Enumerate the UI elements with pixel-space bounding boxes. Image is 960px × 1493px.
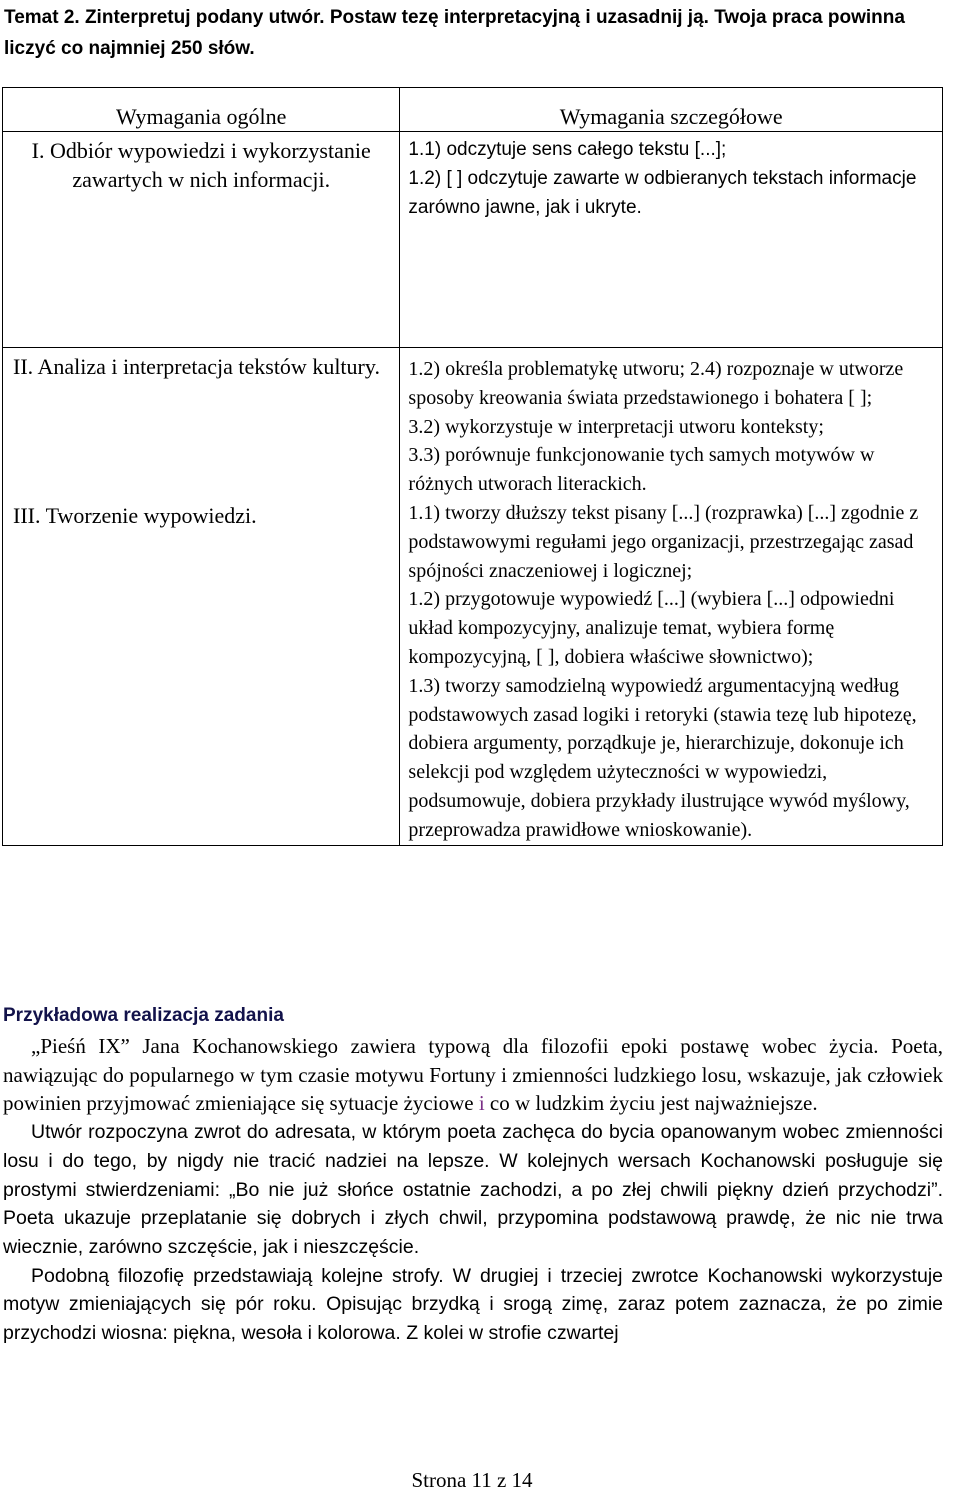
detailed-requirement: 1.2) określa problematykę utworu; 2.4) rozpoznaje w utworze sposoby kreowania świata przedstawionego i bohatera [ ]; bbox=[408, 358, 904, 409]
general-requirement: III. Tworzenie wypowiedzi. bbox=[13, 503, 257, 528]
sample-paragraph: Utwór rozpoczyna zwrot do adresata, w którym poeta zachęca do bycia opanowanym wobec zmienności losu i do tego, by nigdy nie tracić nadziei na lepsze. W kolejnych wersach Kochanowski posługuje się prostymi stwierdzeniami: „Bo nie już słońce ostatnie zachodzi, a po złej chwili piękny dzień przychodzi”. Poeta ukazuje przeplatanie się dobrych i złych chwil, przypomina podstawową prawdę, że nic nie trwa wiecznie, zarówno szczęście, jak i nieszczęście. bbox=[3, 1121, 943, 1258]
sample-paragraph bbox=[3, 1032, 943, 1118]
requirements-table bbox=[2, 87, 943, 846]
general-requirement-cell bbox=[3, 348, 400, 846]
table-header-row bbox=[3, 88, 943, 132]
header-detailed: Wymagania szczegółowe bbox=[400, 88, 943, 132]
general-requirement: I. Odbiór wypowiedzi i wykorzystanie zawartych w nich informacji. bbox=[31, 138, 371, 192]
detailed-requirement: 1.1) tworzy dłuższy tekst pisany [...] (rozprawka) [...] zgodnie z podstawowymi regułami jego organizacji, przestrzegając zasad spójności znaczeniowej i logicznej; bbox=[408, 501, 919, 582]
detailed-requirement-cell bbox=[400, 132, 943, 348]
paragraph-text: co w ludzkim życiu jest najważniejsze. bbox=[484, 1091, 818, 1116]
highlighted-word: i bbox=[478, 1091, 485, 1116]
sample-paragraph: Podobną filozofię przedstawiają kolejne strofy. W drugiej i trzeciej zwrotce Kochanowski wykorzystuje motyw zmieniających się pór roku. Opisując brzydką i srogą zimę, zaraz potem zaznacza, że po zimie przychodzi wiosna: piękna, wesoła i kolorowa. Z kolei w strofie czwartej bbox=[3, 1264, 943, 1345]
detailed-requirement: 1.3) tworzy samodzielną wypowiedź argumentacyjną według podstawowych zasad logiki i retoryki (stawia tezę lub hipotezę, dobiera argumenty, porządkuje je, hierarchizuje, dokonuje ich selekcji pod względem użyteczności w wypowiedzi, podsumowuje, dobiera przykłady ilustrujące wywód myślowy, przeprowadza prawidłowe wnioskowanie). bbox=[408, 674, 917, 841]
task-heading: Temat 2. Zinterpretuj podany utwór. Postaw tezę interpretacyjną i uzasadnij ją. Twoja praca powinna liczyć co najmniej 250 słów. bbox=[4, 7, 905, 59]
table-row bbox=[3, 132, 943, 348]
detailed-requirement: 3.3) porównuje funkcjonowanie tych samych motywów w różnych utworach literackich. bbox=[408, 444, 875, 496]
table-row bbox=[3, 348, 943, 846]
general-requirement-cell bbox=[3, 132, 400, 348]
sample-solution bbox=[3, 999, 943, 1348]
detailed-requirement: 1.1) odczytuje sens całego tekstu [...]; bbox=[408, 139, 727, 160]
detailed-requirement: 1.2) [ ] odczytuje zawarte w odbieranych tekstach informacje zarówno jawne, jak i ukryte. bbox=[408, 168, 917, 218]
page-number: Strona 11 z 14 bbox=[411, 1468, 533, 1492]
header-general: Wymagania ogólne bbox=[3, 88, 400, 132]
detailed-requirement: 3.2) wykorzystuje w interpretacji utworu konteksty; bbox=[408, 415, 824, 438]
paragraph-text: „Pieśń IX” Jana Kochanowskiego zawiera typową dla filozofii epoki postawę wobec życia. Poeta, nawiązując do popularnego w tym czasie motywu Fortuny i zmienności ludzkiego losu, wskazuje, jak człowiek powinien przyjmować zmieniające się sytuacje życiowe bbox=[3, 1034, 943, 1116]
detailed-requirement-cell bbox=[400, 348, 943, 846]
sample-heading: Przykładowa realizacja zadania bbox=[3, 1005, 284, 1026]
detailed-requirement: 1.2) przygotowuje wypowiedź [...] (wybiera [...] odpowiedni układ kompozycyjny, analizuje temat, wybiera formę kompozycyjną, [ ], dobiera właściwe słownictwo); bbox=[408, 588, 895, 668]
general-requirement: II. Analiza i interpretacja tekstów kultury. bbox=[13, 354, 380, 379]
